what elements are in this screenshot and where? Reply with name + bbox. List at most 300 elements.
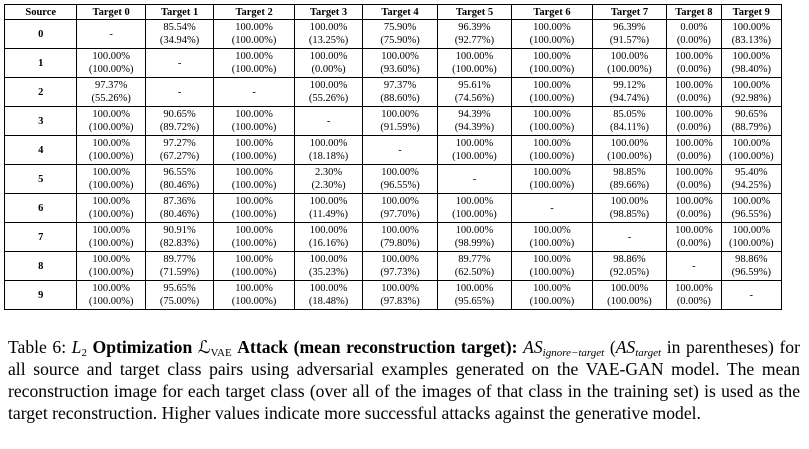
target-value: (18.18%) — [308, 151, 349, 162]
target-value: (67.27%) — [159, 151, 200, 162]
table-cell — [145, 20, 213, 49]
ignore-target-value: 100.00% — [533, 22, 571, 33]
table-cell — [437, 20, 511, 49]
ignore-target-value: 95.65% — [163, 283, 196, 294]
target-value: (82.83%) — [159, 238, 200, 249]
column-header-target-0: Target 0 — [77, 5, 145, 20]
ignore-target-value: 100.00% — [610, 196, 649, 207]
table-cell — [512, 78, 593, 107]
ignore-target-value: 0.00% — [680, 22, 708, 33]
ignore-target-value: 94.39% — [458, 109, 491, 120]
ignore-target-value: 100.00% — [235, 51, 273, 62]
table-cell — [437, 78, 511, 107]
table-cell — [294, 194, 362, 223]
table-row — [5, 49, 782, 78]
target-value: (79.80%) — [380, 238, 420, 249]
target-value: (100.00%) — [231, 35, 277, 46]
table-cell — [77, 78, 145, 107]
ignore-target-value: 100.00% — [533, 51, 571, 62]
target-value: (100.00%) — [231, 238, 277, 249]
target-value: (0.00%) — [676, 296, 711, 307]
table-cell — [592, 165, 666, 194]
target-value: (92.05%) — [609, 267, 650, 278]
target-value: (55.26%) — [91, 93, 131, 104]
target-value: (100.00%) — [88, 209, 134, 220]
table-cell — [214, 223, 295, 252]
target-value: (100.00%) — [88, 267, 134, 278]
ignore-target-value: 100.00% — [533, 138, 571, 149]
ignore-target-value: 85.05% — [613, 109, 646, 120]
target-value: (100.00%) — [529, 122, 575, 133]
ignore-target-value: 100.00% — [533, 80, 571, 91]
ignore-target-value: 97.37% — [383, 80, 417, 91]
ignore-target-value: 100.00% — [309, 138, 348, 149]
table-cell — [592, 20, 666, 49]
table-cell — [214, 78, 295, 107]
ignore-target-value: 100.00% — [533, 167, 571, 178]
table-cell — [512, 281, 593, 310]
table-cell — [667, 78, 721, 107]
target-value: (100.00%) — [452, 151, 497, 162]
ignore-target-value: 100.00% — [235, 225, 273, 236]
caption-as-ignore: $AS_{ignore-target}$ — [523, 337, 605, 359]
ignore-target-value: 100.00% — [455, 138, 494, 149]
ignore-target-value: 87.36% — [163, 196, 196, 207]
ignore-target-value: 100.00% — [309, 254, 348, 265]
table-cell — [592, 78, 666, 107]
target-value: (75.90%) — [380, 35, 420, 46]
table-cell — [214, 252, 295, 281]
target-value: (0.00%) — [676, 35, 711, 46]
target-value: (97.73%) — [380, 267, 420, 278]
table-cell — [667, 165, 721, 194]
table-cell — [77, 107, 145, 136]
target-value: (0.00%) — [676, 64, 711, 75]
table-cell — [294, 136, 362, 165]
target-value: (0.00%) — [676, 238, 711, 249]
target-value: (100.00%) — [607, 151, 652, 162]
target-value: (0.00%) — [676, 180, 711, 191]
ignore-target-value: 100.00% — [235, 283, 273, 294]
table-cell — [667, 281, 721, 310]
table-cell — [363, 252, 437, 281]
table-cell — [214, 281, 295, 310]
table-cell — [363, 20, 437, 49]
table-cell — [721, 252, 781, 281]
ignore-target-value: - — [398, 144, 402, 156]
column-header-target-3: Target 3 — [294, 5, 362, 20]
ignore-target-value: 96.55% — [163, 167, 196, 178]
table-cell — [437, 194, 511, 223]
target-value: (98.85%) — [609, 209, 650, 220]
ignore-target-value: 100.00% — [732, 51, 771, 62]
ignore-target-value: - — [326, 115, 331, 127]
table-cell — [667, 20, 721, 49]
ignore-target-value: 98.86% — [613, 254, 646, 265]
table-cell — [512, 252, 593, 281]
target-value: (83.13%) — [731, 35, 771, 46]
table-cell — [145, 136, 213, 165]
source-cell: 9 — [5, 281, 77, 310]
target-value: (100.00%) — [88, 151, 134, 162]
target-value: (95.65%) — [454, 296, 495, 307]
target-value: (71.59%) — [159, 267, 200, 278]
ignore-target-value: 98.86% — [735, 254, 768, 265]
ignore-target-value: - — [252, 86, 256, 98]
table-cell — [145, 252, 213, 281]
table-cell — [512, 136, 593, 165]
target-value: (91.57%) — [609, 35, 650, 46]
table-cell — [592, 281, 666, 310]
ignore-target-value: - — [749, 289, 754, 301]
target-value: (89.66%) — [609, 180, 650, 191]
target-value: (18.48%) — [308, 296, 349, 307]
target-value: (100.00%) — [529, 267, 575, 278]
table-cell — [77, 281, 145, 310]
target-value: (100.00%) — [231, 209, 277, 220]
table-cell — [592, 136, 666, 165]
target-value: (94.74%) — [609, 93, 650, 104]
table-row — [5, 20, 782, 49]
table-cell — [721, 49, 781, 78]
ignore-target-value: 100.00% — [235, 254, 273, 265]
table-cell — [145, 194, 213, 223]
ignore-target-value: 100.00% — [309, 196, 348, 207]
ignore-target-value: - — [627, 231, 632, 243]
table-cell — [145, 223, 213, 252]
source-cell: 1 — [5, 49, 77, 78]
source-cell: 2 — [5, 78, 77, 107]
ignore-target-value: 100.00% — [732, 225, 771, 236]
target-value: (100.00%) — [607, 296, 652, 307]
table-cell — [437, 165, 511, 194]
table-cell — [592, 107, 666, 136]
table-row — [5, 107, 782, 136]
ignore-target-value: 100.00% — [381, 51, 419, 62]
ignore-target-value: 89.77% — [163, 254, 196, 265]
table-cell — [721, 78, 781, 107]
target-value: (96.55%) — [731, 209, 771, 220]
caption-paren-open: ( — [609, 337, 616, 357]
target-value: (0.00%) — [311, 64, 346, 75]
table-cell — [512, 165, 593, 194]
caption-l2: $L_2$ — [71, 337, 87, 359]
ignore-target-value: - — [109, 28, 113, 40]
source-cell: 0 — [5, 20, 77, 49]
table-cell — [363, 223, 437, 252]
target-value: (100.00%) — [728, 238, 774, 249]
table-cell — [512, 107, 593, 136]
ignore-target-value: 100.00% — [92, 196, 130, 207]
ignore-target-value: - — [177, 57, 182, 69]
table-cell — [145, 107, 213, 136]
column-header-target-5: Target 5 — [437, 5, 511, 20]
target-value: (100.00%) — [231, 296, 277, 307]
table-cell — [437, 136, 511, 165]
table-cell — [294, 20, 362, 49]
source-cell: 5 — [5, 165, 77, 194]
target-value: (0.00%) — [676, 151, 711, 162]
table-cell — [214, 165, 295, 194]
ignore-target-value: 100.00% — [455, 51, 494, 62]
ignore-target-value: 100.00% — [675, 283, 713, 294]
ignore-target-value: 96.39% — [458, 22, 491, 33]
table-cell — [145, 49, 213, 78]
ignore-target-value: 90.65% — [163, 109, 196, 120]
table-cell — [721, 165, 781, 194]
target-value: (96.55%) — [380, 180, 420, 191]
table-cell — [437, 107, 511, 136]
column-header-target-2: Target 2 — [214, 5, 295, 20]
ignore-target-value: - — [692, 260, 696, 272]
target-value: (55.26%) — [308, 93, 349, 104]
target-value: (100.00%) — [231, 180, 277, 191]
target-value: (98.40%) — [731, 64, 771, 75]
ignore-target-value: 100.00% — [381, 283, 419, 294]
table-cell — [363, 107, 437, 136]
target-value: (97.83%) — [380, 296, 420, 307]
target-value: (92.77%) — [454, 35, 495, 46]
table-cell — [363, 78, 437, 107]
table-row — [5, 223, 782, 252]
table-cell — [77, 165, 145, 194]
table-cell — [437, 281, 511, 310]
target-value: (100.00%) — [88, 122, 134, 133]
table-cell — [667, 49, 721, 78]
table-cell — [294, 281, 362, 310]
source-cell: 7 — [5, 223, 77, 252]
caption-body: in parentheses) for all source and target class pairs using adversarial examples generated on the VAE-GAN model. The mean reconstruction image for each target class (over all of the images of that class in the training set) is used as the target reconstruction. Higher values indicate more successful attacks against the generative model. — [8, 337, 800, 423]
target-value: (84.11%) — [609, 122, 649, 133]
table-cell — [667, 194, 721, 223]
table-cell — [363, 165, 437, 194]
target-value: (100.00%) — [529, 35, 575, 46]
table-cell — [721, 223, 781, 252]
table-cell — [721, 194, 781, 223]
table-cell — [363, 49, 437, 78]
ignore-target-value: 100.00% — [610, 138, 649, 149]
target-value: (98.99%) — [454, 238, 495, 249]
ignore-target-value: 97.37% — [94, 80, 128, 91]
ignore-target-value: 97.27% — [163, 138, 196, 149]
ignore-target-value: 95.40% — [735, 167, 768, 178]
ignore-target-value: 100.00% — [309, 225, 348, 236]
ignore-target-value: 100.00% — [675, 138, 713, 149]
target-value: (89.72%) — [159, 122, 200, 133]
ignore-target-value: 100.00% — [235, 22, 273, 33]
target-value: (94.39%) — [454, 122, 495, 133]
source-cell: 4 — [5, 136, 77, 165]
ignore-target-value: 95.61% — [458, 80, 491, 91]
ignore-target-value: 100.00% — [92, 167, 130, 178]
column-header-target-6: Target 6 — [512, 5, 593, 20]
ignore-target-value: 100.00% — [381, 167, 419, 178]
target-value: (100.00%) — [529, 64, 575, 75]
table-cell — [512, 223, 593, 252]
target-value: (93.60%) — [380, 64, 420, 75]
table-cell — [437, 223, 511, 252]
table-cell — [294, 252, 362, 281]
ignore-target-value: 100.00% — [92, 138, 130, 149]
ignore-target-value: 90.91% — [163, 225, 196, 236]
target-value: (2.30%) — [311, 180, 346, 191]
table-cell — [294, 165, 362, 194]
target-value: (96.59%) — [731, 267, 771, 278]
table-row — [5, 194, 782, 223]
ignore-target-value: 100.00% — [533, 283, 571, 294]
table-cell — [77, 49, 145, 78]
table-cell — [145, 78, 213, 107]
target-value: (100.00%) — [452, 64, 497, 75]
column-header-source: Source — [5, 5, 77, 20]
source-cell: 8 — [5, 252, 77, 281]
ignore-target-value: 96.39% — [613, 22, 646, 33]
table-cell — [721, 136, 781, 165]
ignore-target-value: 100.00% — [455, 196, 494, 207]
target-value: (100.00%) — [88, 238, 134, 249]
ignore-target-value: 99.12% — [613, 80, 646, 91]
table-cell — [145, 281, 213, 310]
table-cell — [512, 20, 593, 49]
table-cell — [214, 20, 295, 49]
ignore-target-value: 98.85% — [613, 167, 646, 178]
ignore-target-value: 100.00% — [732, 22, 771, 33]
ignore-target-value: 100.00% — [675, 196, 713, 207]
ignore-target-value: 75.90% — [383, 22, 417, 33]
table-cell — [214, 194, 295, 223]
table-cell — [77, 136, 145, 165]
ignore-target-value: 100.00% — [235, 109, 273, 120]
ignore-target-value: 100.00% — [92, 109, 130, 120]
table-cell — [592, 49, 666, 78]
ignore-target-value: 2.30% — [315, 167, 343, 178]
table-cell — [721, 281, 781, 310]
ignore-target-value: 100.00% — [381, 225, 419, 236]
ignore-target-value: 100.00% — [533, 109, 571, 120]
table-cell — [77, 223, 145, 252]
ignore-target-value: 100.00% — [732, 138, 771, 149]
table-cell — [294, 49, 362, 78]
caption-title-b: Attack (mean reconstruction target): — [237, 337, 518, 357]
target-value: (100.00%) — [231, 64, 277, 75]
table-cell — [363, 281, 437, 310]
table-cell — [214, 107, 295, 136]
ignore-target-value: 89.77% — [458, 254, 491, 265]
target-value: (34.94%) — [159, 35, 200, 46]
table-cell — [721, 20, 781, 49]
target-value: (100.00%) — [607, 64, 652, 75]
table-header-row — [5, 5, 782, 20]
ignore-target-value: 100.00% — [309, 283, 348, 294]
ignore-target-value: 100.00% — [381, 109, 419, 120]
ignore-target-value: 100.00% — [610, 51, 649, 62]
table-cell — [294, 107, 362, 136]
table-cell — [363, 194, 437, 223]
ignore-target-value: 100.00% — [235, 167, 273, 178]
ignore-target-value: 100.00% — [309, 80, 348, 91]
ignore-target-value: 100.00% — [675, 167, 713, 178]
ignore-target-value: 100.00% — [732, 196, 771, 207]
table-body — [5, 20, 782, 310]
table-cell — [437, 252, 511, 281]
table-cell — [512, 194, 593, 223]
target-value: (100.00%) — [728, 151, 774, 162]
target-value: (11.49%) — [309, 209, 349, 220]
target-value: (100.00%) — [88, 296, 134, 307]
column-header-target-7: Target 7 — [592, 5, 666, 20]
target-value: (100.00%) — [529, 238, 575, 249]
target-value: (35.23%) — [308, 267, 349, 278]
target-value: (0.00%) — [676, 122, 711, 133]
target-value: (0.00%) — [676, 209, 711, 220]
table-cell — [667, 252, 721, 281]
target-value: (100.00%) — [529, 180, 575, 191]
ignore-target-value: 100.00% — [533, 225, 571, 236]
results-table — [4, 4, 782, 310]
ignore-target-value: 100.00% — [455, 283, 494, 294]
ignore-target-value: - — [472, 173, 477, 185]
target-value: (100.00%) — [231, 122, 277, 133]
column-header-target-8: Target 8 — [667, 5, 721, 20]
ignore-target-value: 100.00% — [675, 80, 713, 91]
table-row — [5, 136, 782, 165]
ignore-target-value: 100.00% — [381, 254, 419, 265]
table-cell — [592, 252, 666, 281]
table-cell — [721, 107, 781, 136]
ignore-target-value: 100.00% — [235, 196, 273, 207]
table-cell — [667, 136, 721, 165]
table-cell — [437, 49, 511, 78]
table-cell — [667, 107, 721, 136]
source-cell: 6 — [5, 194, 77, 223]
table-cell — [145, 165, 213, 194]
table-cell — [363, 136, 437, 165]
ignore-target-value: 100.00% — [92, 51, 130, 62]
caption-title-a: Optimization — [92, 337, 193, 357]
ignore-target-value: 100.00% — [533, 254, 571, 265]
ignore-target-value: 100.00% — [675, 51, 713, 62]
target-value: (97.70%) — [380, 209, 420, 220]
target-value: (91.59%) — [380, 122, 420, 133]
table-cell — [77, 20, 145, 49]
column-header-target-4: Target 4 — [363, 5, 437, 20]
target-value: (94.25%) — [731, 180, 771, 191]
target-value: (0.00%) — [676, 93, 711, 104]
target-value: (13.25%) — [308, 35, 349, 46]
caption-as-target: $AS_{target}$ — [615, 337, 662, 359]
table-cell — [512, 49, 593, 78]
ignore-target-value: 90.65% — [735, 109, 768, 120]
table-row — [5, 252, 782, 281]
caption-label: Table 6: — [8, 337, 67, 357]
table-caption — [8, 336, 800, 424]
target-value: (100.00%) — [529, 93, 575, 104]
table-cell — [592, 223, 666, 252]
ignore-target-value: 100.00% — [92, 225, 130, 236]
ignore-target-value: 100.00% — [381, 196, 419, 207]
target-value: (80.46%) — [159, 209, 200, 220]
ignore-target-value: 100.00% — [92, 283, 130, 294]
target-value: (75.00%) — [159, 296, 200, 307]
ignore-target-value: 100.00% — [455, 225, 494, 236]
target-value: (100.00%) — [452, 209, 497, 220]
ignore-target-value: 85.54% — [163, 22, 196, 33]
target-value: (88.60%) — [380, 93, 420, 104]
table-cell — [294, 223, 362, 252]
target-value: (88.79%) — [731, 122, 771, 133]
target-value: (80.46%) — [159, 180, 200, 191]
source-cell: 3 — [5, 107, 77, 136]
